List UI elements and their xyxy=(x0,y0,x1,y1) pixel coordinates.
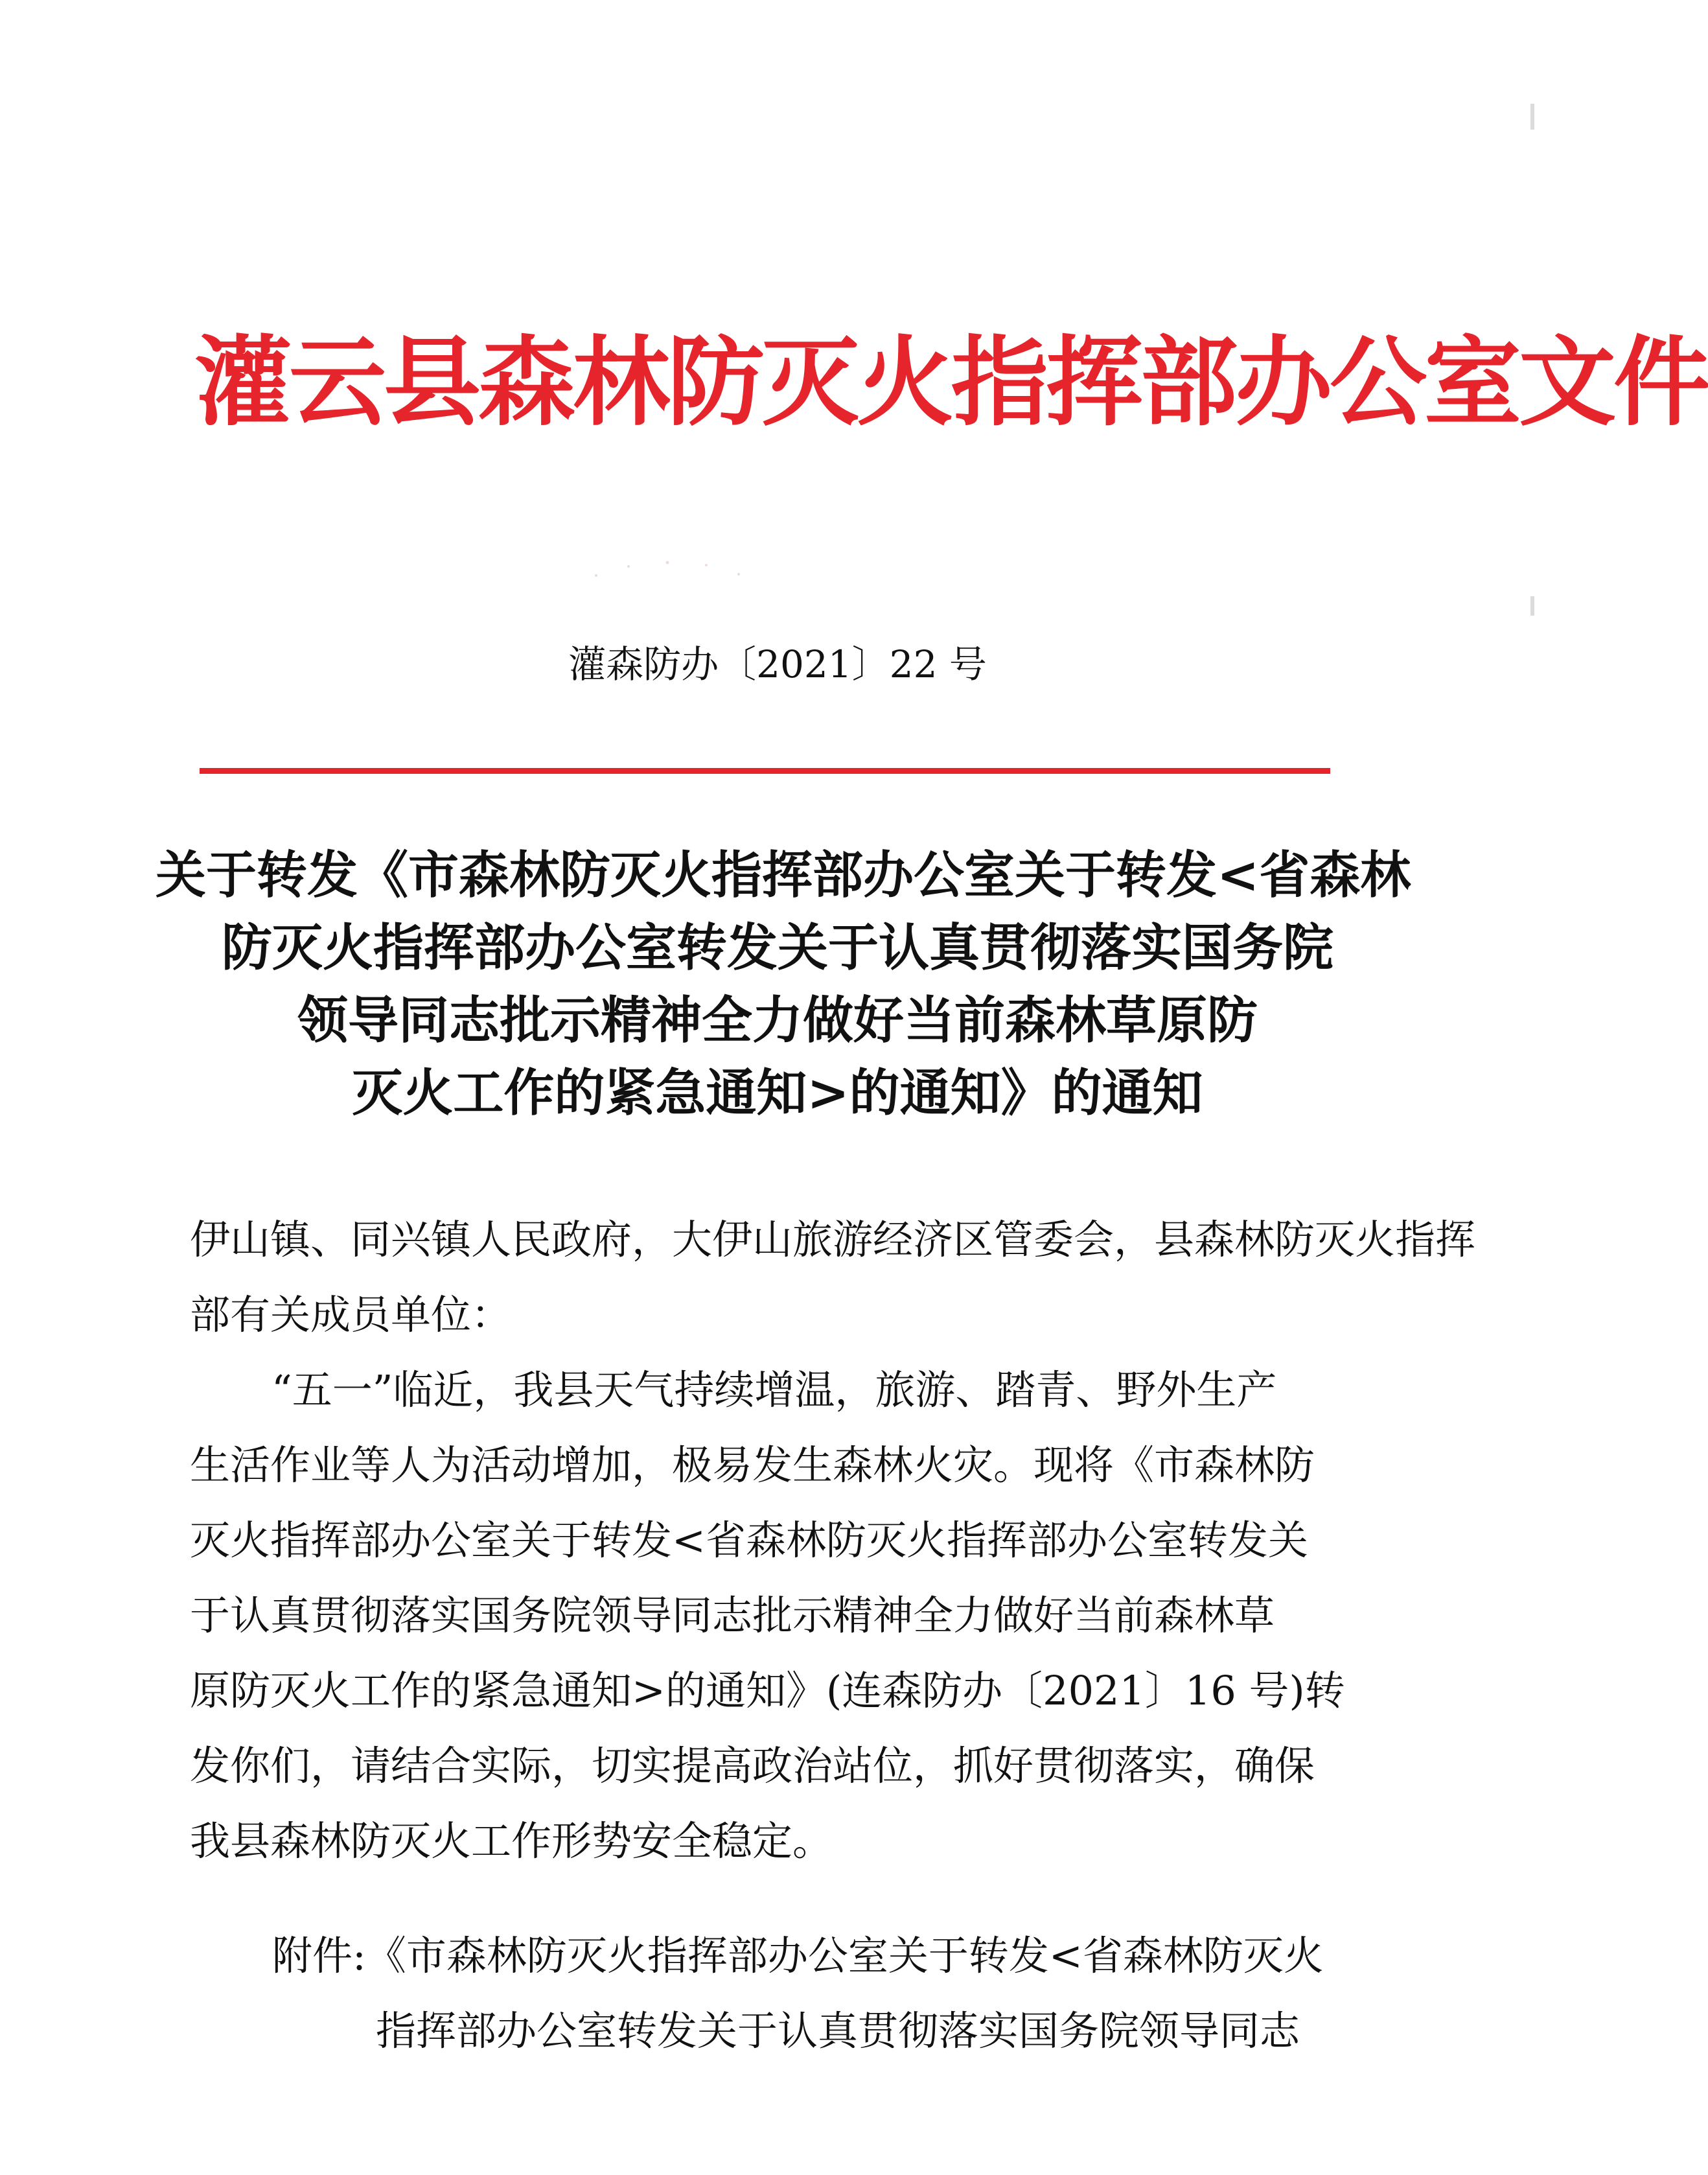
paragraph-line: 发你们，请结合实际，切实提高政治站位，抓好贯彻落实，确保 xyxy=(190,1742,1315,1789)
attachment-line: 指挥部办公室转发关于认真贯彻落实国务院领导同志 xyxy=(376,2007,1300,2054)
title-line: 防灭火指挥部办公室转发关于认真贯彻落实国务院 xyxy=(221,918,1333,977)
paragraph-line: 生活作业等人为活动增加，极易发生森林火灾。现将《市森林防 xyxy=(190,1441,1315,1489)
paragraph-line: 原防灭火工作的紧急通知>的通知》(连森防办〔2021〕16 号)转 xyxy=(190,1667,1345,1714)
addressee-line: 伊山镇、同兴镇人民政府，大伊山旅游经济区管委会，县森林防灭火指挥 xyxy=(190,1216,1476,1263)
paragraph-line: 我县森林防灭火工作形势安全稳定。 xyxy=(190,1817,833,1865)
attachment-line: 附件:《市森林防灭火指挥部办公室关于转发<省森林防灭火 xyxy=(272,1932,1324,1979)
paragraph-line: 于认真贯彻落实国务院领导同志批示精神全力做好当前森林草 xyxy=(190,1592,1275,1639)
attachment-note xyxy=(272,1918,1361,2069)
paragraph-line: 灭火指挥部办公室关于转发<省森林防灭火指挥部办公室转发关 xyxy=(190,1517,1308,1564)
scan-edge-mark xyxy=(1530,104,1534,130)
document-number: 灌森防办〔2021〕22 号 xyxy=(568,642,987,686)
addressee-line: 部有关成员单位： xyxy=(190,1291,512,1338)
notice-body xyxy=(190,1202,1476,1879)
scan-edge-mark xyxy=(1530,596,1534,616)
title-line: 关于转发《市森林防灭火指挥部办公室关于转发<省森林 xyxy=(156,846,1411,905)
issuer-title: 灌云县森林防灭火指挥部办公室文件 xyxy=(194,325,1708,439)
title-line: 灭火工作的紧急通知>的通知》的通知 xyxy=(352,1064,1203,1122)
paragraph-line: “五一”临近，我县天气持续增温，旅游、踏青、野外生产 xyxy=(271,1366,1277,1413)
title-line: 领导同志批示精神全力做好当前森林草原防 xyxy=(297,991,1258,1050)
scan-speck xyxy=(583,557,752,583)
notice-title xyxy=(156,839,1411,1130)
red-separator-line xyxy=(200,768,1330,774)
